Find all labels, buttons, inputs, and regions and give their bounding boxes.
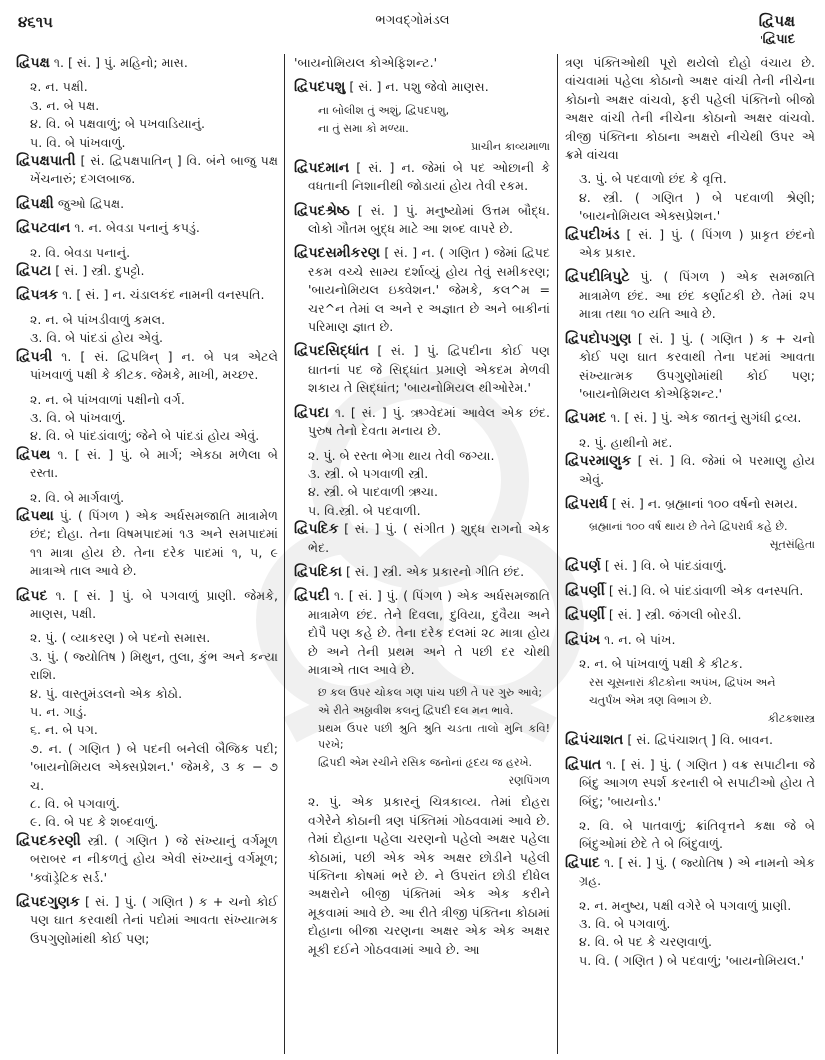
entry-sense: ૪. પું. વાસ્તુમંડલનો એક કોઠો. — [30, 685, 183, 701]
dictionary-entry — [565, 606, 815, 624]
entry-headword: દ્વિપદીખંડ — [565, 226, 620, 243]
entry-sense: ૨. પું. હાથીનો મદ. — [579, 434, 673, 450]
entry-sense: ૩. પું. બે પદવાળો છંદ કે વૃત્તિ. — [579, 171, 727, 187]
entry-sense: ૩. ન. બે પક્ષ. — [30, 97, 100, 113]
guide-tick-mark: ' — [759, 34, 763, 47]
entry-headword: દ્વિપંખ — [565, 631, 601, 648]
entry-quote-line: ના બોલીશ તું અશું, દ્વિપદપશુ, — [318, 103, 450, 117]
dictionary-entry — [565, 268, 815, 323]
entry-sense: ૪. વિ. બે પક્ષવાળું; બે પખવાડિયાનું. — [30, 116, 206, 132]
dictionary-entry — [16, 54, 278, 72]
entry-sense: ૯. વિ. બે પદ કે શબ્દવાળું. — [30, 814, 159, 830]
dictionary-columns — [0, 54, 825, 1054]
entry-definition: [ સં. ] પું. મનુષ્યોમાં ઉત્તમ બૌદ્ધ. લોકો ગૌતમ બુદ્ધ માટે આ શબ્દ વાપરે છે. — [308, 202, 550, 237]
entry-sense: ૩. વિ. બે પાંખવાળું. — [30, 409, 126, 425]
dictionary-entry — [294, 587, 550, 679]
entry-definition: ૧. [ સં. ] પું. ઋગ્વેદમાં આવેલ એક છંદ. પુરુષ તેનો દેવતા મનાય છે. — [308, 404, 550, 439]
entry-headword: દ્વિપટવાન — [16, 220, 71, 237]
dictionary-entry — [16, 286, 278, 304]
dictionary-entry — [294, 342, 550, 397]
dictionary-entry — [565, 495, 815, 513]
entry-headword: દ્વિપદસમીકરણ — [294, 245, 381, 262]
entry-sense: ૪. સ્ત્રી. બે પાદવાળી ઋચા. — [308, 484, 438, 500]
entry-definition: ૧. [ સં. ] પું. ( ગણિત ) વક્ર સપાટીના જે બિંદુ આગળ સ્પર્શ કરનારી બે સપાટીઓ હોય તે બિંદુ; 'બાયનોડ.' — [579, 756, 815, 809]
entry-definition: ૧. [ સં. ] ન. ચંડાલકંદ નામની વનસ્પતિ. — [62, 287, 265, 303]
entry-sense: ૭. ન. ( ગણિત ) બે પદની બનેલી બૈજિક પદી; 'બાયનોમિયલ એક્સપ્રેશન.' જેમકે, ૩ ક − ૭ ચ. — [30, 740, 278, 793]
dictionary-entry — [294, 78, 550, 96]
dictionary-entry — [294, 563, 550, 581]
dictionary-entry — [565, 731, 815, 749]
entry-headword: દ્વિપક્ષી — [16, 195, 54, 212]
entry-sense: ૨. ન. મનુષ્ય, પક્ષી વગેરે બે પગવાળું પ્રાણી. — [579, 897, 792, 913]
page-header — [0, 0, 825, 52]
entry-headword: દ્વિપક્ષ — [16, 55, 50, 71]
entry-quote-source: સૂતસંહિતા — [769, 538, 815, 552]
column-2 — [294, 54, 550, 1044]
entry-headword: દ્વિપાદ — [565, 854, 600, 871]
entry-sense: ૪. સ્ત્રી. ( ગણિત ) બે પદવાળી શ્રેણી; 'બાયનોમિયલ એક્સપ્રેશન.' — [579, 189, 815, 224]
entry-sense: ૫. વિ. ( ગણિત ) બે પદવાળું; 'બાયનોમિયલ.' — [579, 952, 805, 968]
entry-sense: ૨. પું. બે રસ્તા ભેગા થાય તેવી જગ્યા. — [308, 447, 495, 463]
entry-definition: [ સં. દ્વિપંચાશત્ ] વિ. બાવન. — [627, 732, 774, 748]
entry-sense: ૬. ન. બે પગ. — [30, 722, 98, 738]
running-title: ભગવદ્ગોમંડલ — [375, 13, 450, 28]
entry-quote-source: રણપિંગળ — [508, 774, 550, 788]
entry-sense: ૨. વિ. બેવડા પનાનું. — [30, 244, 131, 260]
entry-headword: દ્વિપદપશુ — [294, 79, 346, 96]
dictionary-entry — [294, 159, 550, 196]
entry-headword: દ્વિપદી — [294, 588, 330, 605]
entry-definition: જુઓ દ્વિપક્ષ. — [57, 195, 125, 211]
entry-sense: ૫. વિ. બે પાંખવાળું. — [30, 134, 126, 150]
entry-continuation: 'બાયનોમિયલ કોએફિશન્ટ.' — [294, 55, 438, 70]
entry-headword: દ્વિપદા — [294, 404, 329, 421]
entry-sense: ૨. ન. બે પાંખડીવાળું કમલ. — [30, 311, 166, 327]
entry-headword: દ્વિપદોપગુણ — [565, 330, 632, 347]
entry-quote-line: પ્રથમ ઉપર પછી શ્રુતિ શ્રુતિ ચડતા તાલો મુનિ કવિ!પરખે; — [318, 722, 550, 752]
entry-sense: ૫. ન. ગાડું. — [30, 704, 87, 719]
entry-definition: [ સં. ] ન. જેમાં બે પદ ઓછાની કે વધતાની નિશાનીથી જોડાયાં હોય તેવી રકમ. — [308, 159, 550, 194]
entry-definition: ૧. [ સં. ] પું. ( જ્યોતિષ ) એ નામનો એક ગ્રહ. — [579, 854, 815, 889]
dictionary-entry — [294, 244, 550, 336]
dictionary-entry — [16, 262, 278, 280]
entry-definition: ૧. ન. બે પાંખ. — [604, 631, 676, 647]
entry-definition: ૧. [ સં. ] પું. મહિનો; માસ. — [53, 55, 188, 70]
entry-quote-line: બ્રહ્માનાં ૧૦૦ વર્ષ થાય છે તેને દ્વિપરાર્ધ કહે છે. — [589, 520, 788, 534]
entry-definition: ૧. [ સં. ] પું. બે પગવાળું પ્રાણી. જેમકે, માણસ, પક્ષી. — [30, 587, 278, 621]
dictionary-entry — [16, 587, 278, 624]
entry-sense: ૩. સ્ત્રી. બે પગવાળી સ્ત્રી. — [308, 465, 429, 481]
entry-definition: [ સં. ] ન. બ્રહ્માનાં ૧૦૦ વર્ષનો સમય. — [611, 495, 798, 511]
entry-headword: દ્વિપાત — [565, 756, 602, 773]
entry-quote-line: એ રીતે અઠ્ઠાવીશ કલનું દ્વિપદી દલ મન ભાવે. — [318, 704, 514, 718]
dictionary-entry — [294, 202, 550, 239]
entry-definition: [ સં. ] પું. ( ગણિત ) ક + ચનો કોઈ પણ ઘાત કરવાથી તેના પદમાં આવતા સંખ્યાત્મક ઉપગુણોમાંથી કોઈ પણ; 'બાયનોમિયલ કોએફિશન્ટ.' — [579, 330, 815, 401]
dictionary-entry — [565, 226, 815, 263]
entry-headword: દ્વિપથ — [16, 446, 51, 463]
dictionary-entry — [565, 582, 815, 600]
entry-definition: સ્ત્રી. ( ગણિત ) જે સંખ્યાનું વર્ગમૂળ બરાબર ન નીકળતું હોય એવી સંખ્યાનું વર્ગમૂળ; 'ક્વૉડ્રેટિક સર્ડ.' — [30, 832, 278, 885]
page-number: ૪૬૧૫ — [18, 13, 53, 31]
entry-definition: [ સં. ] પું. ( સંગીત ) શુદ્ધ રાગનો એક ભેદ. — [308, 521, 550, 555]
entry-sense: ૩. વિ. બે પગવાળું. — [579, 916, 671, 932]
entry-headword: દ્વિપથા — [16, 507, 54, 524]
entry-sense: ૪. વિ. બે પદ કે ચરણવાળું. — [579, 934, 713, 950]
entry-headword: દ્વિપર્ણી — [565, 607, 605, 624]
entry-definition: ૧. ન. બેવડા પનાનું કપડું. — [74, 220, 200, 236]
entry-headword: દ્વિપક્ષપાતી — [16, 153, 76, 170]
entry-headword: દ્વિપરમાણુક — [565, 453, 632, 470]
entry-sense: ૨. પું. એક પ્રકારનું ચિત્રકાવ્ય. તેમાં દોહરા વગેરેને કોઠાની ત્રણ પંક્તિમાં ગોઠવવામાં આવે છે. તેમાં દોહાના પહેલા ચરણનો પહેલો અક્ષર પહેલા કોઠામાં, પછી એક એક અક્ષર છોડીને પહેલી પંક્તિના કોષમાં ભરે છે. ને ઉપરાંત છોડી દીધેલ અક્ષરોને બીજી પંક્તિમાં એક એક કરીને મૂકવામાં આવે છે. આ રીતે ત્રીજી પંક્તિના કોઠામાં દોહાના બીજા ચરણના અક્ષર એક એક અક્ષર મૂકી દઈને ગોઠવવામાં આવે છે. આ — [308, 794, 550, 957]
entry-headword: દ્વિપત્રી — [16, 348, 53, 365]
entry-definition: [ સં. ] ન. ( ગણિત ) જેમાં દ્વિપદ રકમ વચ્ચે સામ્ય દર્શાવ્યું હોય તેવું સમીકરણ; 'બાયનોમિયલ ઇક્વેશન.' જેમકે, કલ^મ = ચર^ન તેમાં લ અને ર અજ્ઞાત છે અને બાકીનાં પરિમાણ જ્ઞાત છે. — [308, 245, 550, 335]
dictionary-entry — [294, 520, 550, 557]
entry-sense: ૩. વિ. બે પાંદડાં હોય એવું. — [30, 330, 164, 346]
entry-definition: પું. ( પિંગળ ) એક અર્ધસમજાતિ માત્રામેળ છંદ; દોહા. તેના વિષમપાદમાં ૧૩ અને સમપાદમાં ૧૧ માત્રા હોય છે. તેના દરેક પાદમાં ૧, ૫, ૯ માત્રાએ તાલ આવે છે. — [30, 507, 278, 579]
entry-definition: [ સં. ] સ્ત્રી. જંગલી બોરડી. — [608, 607, 742, 623]
entry-definition: [ સં. ] ન. પશુ જેવો માણસ. — [349, 79, 489, 95]
dictionary-entry — [565, 854, 815, 891]
entry-sense: ૨. પું. ( વ્યાકરણ ) બે પદનો સમાસ. — [30, 630, 211, 646]
entry-quote-line: ના તું સમા કો મળ્યા. — [318, 121, 409, 135]
entry-sense: ૨. વિ. બે પાતવાળું; ક્રાંતિવૃત્તને કક્ષા જે બે બિંદુઓમાં છેદે તે બે બિંદુવાળું. — [579, 818, 815, 852]
dictionary-entry — [16, 152, 278, 189]
dictionary-entry — [565, 631, 815, 649]
entry-headword: દ્વિપમદ — [565, 410, 607, 427]
entry-definition: [ સં. ] વિ. બે પાંદડાંવાળું. — [604, 558, 727, 574]
entry-sense: ૮. વિ. બે પગવાળું. — [30, 796, 120, 812]
entry-quote-line: ચતુર્પંખ એમ ત્રણ વિભાગ છે. — [589, 694, 712, 708]
dictionary-entry — [565, 409, 815, 427]
dictionary-entry — [16, 219, 278, 237]
column-divider — [557, 54, 558, 1054]
entry-headword: દ્વિપદકરણી — [16, 832, 81, 849]
entry-definition: [ સં. ] વિ. જેમાં બે પરમાણુ હોય એવું. — [579, 453, 815, 487]
entry-headword: દ્વિપર્ણી — [565, 582, 605, 599]
guide-word-first: દ્વિપક્ષ — [758, 12, 795, 30]
entry-definition: [ સં.] વિ. બે પાંદડાંવાળી એક વનસ્પતિ. — [608, 582, 804, 598]
column-3 — [565, 54, 815, 1044]
entry-headword: દ્વિપદીત્રિપુટે — [565, 269, 630, 286]
entry-definition: [ સં. ] પું. દ્વિપદીના કોઈ પણ ઘાતનાં પદ જે સિદ્ધાંત પ્રમાણે એકદમ મેળવી શકાય તે સિદ્ધાંત; 'બાયનોમિયલ થીઓરેમ.' — [308, 343, 550, 396]
dictionary-entry — [565, 557, 815, 575]
entry-sense: ૨. ન. પક્ષી. — [30, 79, 88, 95]
entry-sense: ૨. ન. બે પાંખવાળાં પક્ષીનો વર્ગ. — [30, 391, 185, 407]
entry-continuation: ત્રણ પંક્તિઓથી પૂરો થયેલો દોહો વંચાય છે. વાંચવામાં પહેલા કોઠાનો અક્ષર વાંચી તેની નીચેના કોઠાનો અક્ષર વાંચવો, ફરી પહેલી પંક્તિનો બીજો અક્ષર વાંચી તેની નીચેના કોઠાનો અક્ષર વાંચવો. ત્રીજી પંક્તિના કોઠાના અક્ષરો નીચેથી ઉપર એ ક્રમે વાંચવા — [565, 55, 815, 163]
entry-sense: ૩. પું. ( જ્યોતિષ ) મિથુન, તુલા, કુંભ અને કન્યા રાશિ. — [30, 648, 278, 683]
dictionary-entry — [294, 404, 550, 441]
dictionary-entry — [16, 195, 278, 213]
entry-definition: ૧. [ સં. દ્વિપત્રિન્ ] ન. બે પત્ર એટલે પાંખવાળું પક્ષી કે કીટક. જેમકે, માખી, મચ્છર. — [30, 348, 278, 383]
entry-definition: [ સં. ] પું. ( ગણિત ) ક + ચનો કોઈ પણ ઘાત કરવાથી તેનાં પદોમાં આવતા સંખ્યાત્મક ઉપગુણોમાંથી કોઈ પણ; — [30, 894, 278, 946]
entry-sense: ૫. વિ.સ્ત્રી. બે પદવાળી. — [308, 502, 421, 518]
dictionary-entry — [16, 832, 278, 887]
entry-headword: દ્વિપર્ણ — [565, 558, 601, 575]
entry-headword: દ્વિપદસિદ્ધાંત — [294, 343, 369, 360]
dictionary-entry — [565, 452, 815, 489]
entry-headword: દ્વિપદિકા — [294, 563, 342, 580]
entry-definition: ૧. [ સં. ] પું. બે માર્ગ; એકઠા મળેલા બે રસ્તા. — [30, 446, 278, 481]
dictionary-entry — [16, 507, 278, 581]
entry-definition: [ સં. ] સ્ત્રી. દુપટ્ટો. — [55, 263, 145, 279]
column-divider — [284, 54, 285, 1054]
entry-definition: [ સં. દ્વિપક્ષપાતિન્ ] વિ. બંને બાજુ પક્ષ ખેંચનારું; દગલબાજ. — [30, 153, 278, 187]
entry-headword: દ્વિપદમાન — [294, 159, 350, 176]
dictionary-entry — [565, 756, 815, 811]
entry-headword: દ્વિપદ — [16, 587, 48, 604]
entry-quote-source: પ્રાચીન કાવ્યમાળા — [471, 139, 550, 153]
dictionary-entry — [16, 348, 278, 385]
entry-sense: ૪. વિ. બે પાંદડાંવાળું; જેને બે પાંદડાં હોય એવું. — [30, 428, 260, 444]
entry-headword: દ્વિપરાર્ધ — [565, 495, 608, 512]
dictionary-entry — [565, 330, 815, 404]
entry-headword: દ્વિપદશ્રેષ્ઠ — [294, 202, 350, 219]
entry-sense: ૨. ન. બે પાંખવાળું પક્ષી કે કીટક. — [579, 655, 743, 671]
entry-quote-line: છ કલ ઉપર ચોકલ ગણ પાંચ પછી તે પર ગુરુ આવે; — [318, 686, 543, 700]
entry-headword: દ્વિપટા — [16, 263, 52, 280]
guide-word-last: દ્વિપાદ — [762, 32, 795, 47]
entry-definition: ૧. [ સં. ] પું. ( પિંગળ ) એક અર્ધસમજાતિ માત્રામેળ છંદ. તેને દિવલા, દુવિયા, દુવૈયા અને દોપૈ પણ કહે છે. તેના દરેક દલમાં ૨૮ માત્રા હોય છે અને તેની પ્રથમ અને તે પછી દર ચોથી માત્રાએ તાલ આવે છે. — [308, 588, 550, 677]
entry-definition: પું. ( પિંગળ ) એક સમજાતિ માત્રામેળ છંદ. આ છંદ કર્ણાટકી છે. તેમાં ૨૫ માત્રા તથા ૧૦ યતિ આવે છે. — [579, 269, 815, 322]
entry-definition: [ સં. ] પું. ( પિંગળ ) પ્રાકૃત છંદનો એક પ્રકાર. — [579, 226, 815, 261]
entry-quote-line: રસ ચૂસનારાં કીટકોના અપંખ, દ્વિપંખ અને — [589, 676, 776, 690]
entry-quote-source: કીટકશાસ્ત્ર — [767, 712, 815, 726]
entry-definition: ૧. [ સં. ] પું. એક જાતનું સુગંધી દ્રવ્ય. — [610, 410, 802, 426]
entry-definition: [ સં. ] સ્ત્રી. એક પ્રકારનો ગીતિ છંદ. — [345, 563, 525, 579]
entry-sense: ૨. વિ. બે માર્ગવાળું. — [30, 489, 125, 505]
entry-headword: દ્વિપત્રક — [16, 287, 59, 304]
entry-headword: દ્વિપદગુણક — [16, 894, 80, 911]
entry-headword: દ્વિપંચાશત — [565, 732, 624, 749]
dictionary-entry — [16, 446, 278, 483]
dictionary-entry — [16, 893, 278, 948]
entry-quote-line: દ્વિપદી એમ રચીને રસિક જનોનાં હૃદય જ હરખે. — [318, 756, 533, 770]
entry-headword: દ્વિપદિક — [294, 521, 339, 538]
column-1 — [16, 54, 278, 1044]
